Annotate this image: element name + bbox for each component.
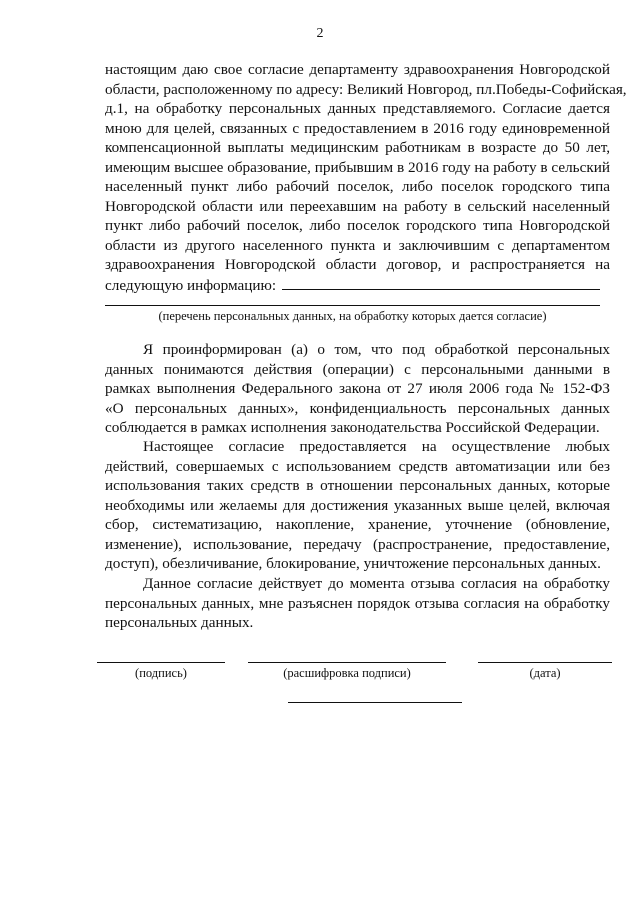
text-line: следующую информацию: xyxy=(105,276,277,294)
text-line: действий, совершаемых с использованием средств автоматизации или без xyxy=(105,457,610,475)
text-line: пункт либо рабочий поселок, либо поселок городского типа Новгородской xyxy=(105,217,610,234)
consent-validity-paragraph xyxy=(105,574,610,633)
text-line: изменение), использование, передачу (распространение, предоставление, xyxy=(105,535,610,553)
text-line: здравоохранения Новгородской области договор, и распространяется на xyxy=(105,256,610,273)
text-line: сбор, систематизацию, накопление, хранение, уточнение (обновление, xyxy=(105,516,610,533)
date-blank[interactable] xyxy=(478,662,612,663)
text-line: настоящим даю свое согласие департаменту здравоохранения Новгородской xyxy=(105,61,610,78)
text-line: мною для целей, связанных с предоставлением в 2016 году единовременной xyxy=(105,119,610,137)
info-fill-blank[interactable] xyxy=(282,275,600,290)
text-line: компенсационной выплаты медицинским работникам в возрасте до 50 лет, xyxy=(105,139,610,156)
text-line: Я проинформирован (а) о том, что под обработкой персональных xyxy=(143,341,610,358)
text-line: персональных данных. xyxy=(105,614,254,631)
text-line: доступ), обезличивание, блокирование, уничтожение персональных данных. xyxy=(105,555,601,572)
text-line: имеющим высшее образование, прибывшим в 2016 году на работу в сельский xyxy=(105,158,610,176)
signature-label: (подпись) xyxy=(135,666,187,680)
text-line: Данное согласие действует до момента отзыва согласия на обработку xyxy=(143,575,610,592)
text-line: области из другого населенного пункта и заключившим с департаментом xyxy=(105,236,610,254)
text-line: рамках выполнения Федерального закона от 27 июля 2006 года № 152-ФЗ xyxy=(105,380,610,397)
text-line: необходимы или желаемы для достижения указанных выше целей, включая xyxy=(105,496,610,514)
date-label: (дата) xyxy=(529,666,561,680)
text-line: Новгородской области или переехавшим на работу в сельский населенный xyxy=(105,197,610,215)
text-line: использования таких средств в отношении персональных данных, которые xyxy=(105,477,610,494)
text-line: населенный пункт либо рабочий поселок, либо поселок городского типа xyxy=(105,178,610,195)
informed-paragraph xyxy=(105,340,610,438)
text-line: д.1, на обработку персональных данных представляемого. Согласие дается xyxy=(105,100,610,117)
text-line: области, расположенному по адресу: Великий Новгород, пл.Победы-Софийская, xyxy=(105,80,627,98)
signature-decryption-label: (расшифровка подписи) xyxy=(283,666,411,680)
text-line: соблюдается в рамках исполнения законодательства Российской Федерации. xyxy=(105,419,600,436)
bottom-divider xyxy=(288,702,462,703)
text-line: Настоящее согласие предоставляется на осуществление любых xyxy=(143,438,610,455)
text-line: персональных данных, мне разъяснен порядок отзыва согласия на обработку xyxy=(105,594,610,612)
signature-blank[interactable] xyxy=(97,662,225,663)
personal-data-caption: (перечень персональных данных, на обработку которых дается согласие) xyxy=(158,309,547,323)
consent-intro-paragraph xyxy=(105,60,627,295)
text-line-with-blank xyxy=(105,275,610,296)
page-number: 2 xyxy=(316,26,324,41)
text-line: «О персональных данных», конфиденциальность персональных данных xyxy=(105,399,610,417)
consent-scope-paragraph xyxy=(105,437,610,574)
text-line: данных понимаются действия (операции) с персональными данными в xyxy=(105,360,610,378)
signature-decryption-blank[interactable] xyxy=(248,662,446,663)
personal-data-list-blank[interactable] xyxy=(105,305,600,306)
